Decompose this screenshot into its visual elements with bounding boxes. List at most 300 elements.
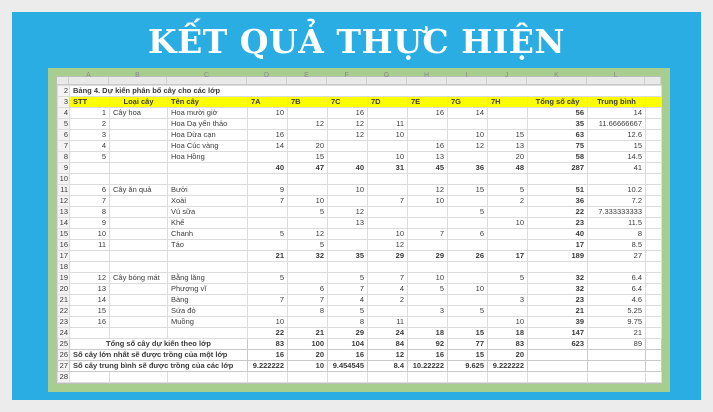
- ten-cay-cell: Bưởi: [168, 185, 248, 196]
- ten-cay-cell: Xoài: [168, 196, 248, 207]
- class-count-cell: 12: [288, 229, 328, 240]
- class-count-cell: 13: [408, 152, 448, 163]
- column-header: 7A: [248, 97, 288, 108]
- sheet-row-25: [58, 339, 662, 350]
- sheet-row-19: [58, 273, 662, 284]
- row-number: 23: [58, 317, 70, 328]
- class-count-cell: 12: [288, 119, 328, 130]
- class-count-cell: 12: [368, 240, 408, 251]
- class-count-cell: [368, 108, 408, 119]
- row-number: 18: [58, 262, 70, 273]
- tong-so-cay-cell: 623: [528, 339, 588, 350]
- row-number: 4: [58, 108, 70, 119]
- row-number: 9: [58, 163, 70, 174]
- row-number: 10: [58, 174, 70, 185]
- class-count-cell: 20: [488, 152, 528, 163]
- class-count-cell: 7: [248, 295, 288, 306]
- row-number: 28: [58, 372, 70, 383]
- column-header: 7B: [288, 97, 328, 108]
- class-count-cell: [448, 372, 488, 383]
- class-count-cell: 10: [408, 196, 448, 207]
- column-header: Trung bình: [588, 97, 646, 108]
- filler-cell: [646, 372, 662, 383]
- sheet-row-24: [58, 328, 662, 339]
- loai-cay-cell: [110, 306, 168, 317]
- loai-cay-cell: [110, 119, 168, 130]
- class-count-cell: 18: [488, 328, 528, 339]
- class-count-cell: 4: [328, 295, 368, 306]
- class-count-cell: [408, 317, 448, 328]
- loai-cay-cell: [110, 328, 168, 339]
- column-header: 7C: [328, 97, 368, 108]
- trung-binh-cell: 21: [588, 328, 646, 339]
- class-count-cell: 9: [248, 185, 288, 196]
- sheet-row-5: [58, 119, 662, 130]
- class-count-cell: 6: [448, 229, 488, 240]
- class-count-cell: 10: [488, 317, 528, 328]
- row-number: 3: [58, 97, 70, 108]
- class-count-cell: 14: [248, 141, 288, 152]
- trung-binh-cell: 11.66666667: [588, 119, 646, 130]
- filler-cell: [646, 152, 662, 163]
- trung-binh-cell: 5.25: [588, 306, 646, 317]
- class-count-cell: 12: [328, 207, 368, 218]
- column-letter: D: [247, 77, 287, 84]
- tong-so-cay-cell: 56: [528, 108, 588, 119]
- filler-cell: [646, 306, 662, 317]
- summary-label: Số cây lớn nhất sẽ được trồng của một lớp: [70, 350, 248, 361]
- class-count-cell: 4: [368, 284, 408, 295]
- class-count-cell: [248, 372, 288, 383]
- tong-so-cay-cell: 23: [528, 218, 588, 229]
- column-letter: H: [407, 77, 447, 84]
- class-count-cell: 47: [288, 163, 328, 174]
- class-count-cell: 21: [248, 251, 288, 262]
- class-count-cell: 10: [448, 284, 488, 295]
- class-count-cell: 10: [448, 130, 488, 141]
- trung-binh-cell: 8: [588, 229, 646, 240]
- row-number: 5: [58, 119, 70, 130]
- class-count-cell: [488, 240, 528, 251]
- class-count-cell: 16: [248, 350, 288, 361]
- row-number: 16: [58, 240, 70, 251]
- loai-cay-cell: [110, 130, 168, 141]
- class-count-cell: [328, 240, 368, 251]
- class-count-cell: 12: [368, 350, 408, 361]
- filler-cell: [646, 207, 662, 218]
- row-number: 19: [58, 273, 70, 284]
- class-count-cell: [488, 229, 528, 240]
- class-count-cell: 16: [328, 108, 368, 119]
- class-count-cell: [248, 306, 288, 317]
- row-number: 26: [58, 350, 70, 361]
- stt-cell: 14: [70, 295, 110, 306]
- class-count-cell: [368, 262, 408, 273]
- class-count-cell: [488, 306, 528, 317]
- trung-binh-cell: 9.75: [588, 317, 646, 328]
- class-count-cell: 7: [368, 196, 408, 207]
- class-count-cell: [288, 273, 328, 284]
- class-count-cell: 35: [328, 251, 368, 262]
- class-count-cell: [408, 218, 448, 229]
- class-count-cell: 10: [488, 218, 528, 229]
- loai-cay-cell: Cây hoa: [110, 108, 168, 119]
- column-letter: L: [587, 77, 645, 84]
- class-count-cell: 8.4: [368, 361, 408, 372]
- class-count-cell: 7: [288, 295, 328, 306]
- class-count-cell: [408, 240, 448, 251]
- stt-cell: 8: [70, 207, 110, 218]
- class-count-cell: [288, 174, 328, 185]
- class-count-cell: [368, 207, 408, 218]
- filler-cell: [646, 119, 662, 130]
- class-count-cell: 3: [408, 306, 448, 317]
- tong-so-cay-cell: 63: [528, 130, 588, 141]
- class-count-cell: 77: [448, 339, 488, 350]
- row-number: 14: [58, 218, 70, 229]
- class-count-cell: 15: [448, 350, 488, 361]
- tong-so-cay-cell: 189: [528, 251, 588, 262]
- class-count-cell: [328, 141, 368, 152]
- ten-cay-cell: Phượng vĩ: [168, 284, 248, 295]
- row-number: 24: [58, 328, 70, 339]
- column-header: Loại cây: [110, 97, 168, 108]
- class-count-cell: 31: [368, 163, 408, 174]
- spreadsheet-frame: [48, 68, 670, 392]
- class-count-cell: 21: [288, 328, 328, 339]
- ten-cay-cell: Chanh: [168, 229, 248, 240]
- class-count-cell: [488, 174, 528, 185]
- filler-cell: [646, 163, 662, 174]
- ten-cay-cell: Muồng: [168, 317, 248, 328]
- class-count-cell: 7: [328, 284, 368, 295]
- class-count-cell: 14: [448, 108, 488, 119]
- class-count-cell: [288, 372, 328, 383]
- class-count-cell: 9.222222: [248, 361, 288, 372]
- loai-cay-cell: [110, 174, 168, 185]
- class-count-cell: 8: [288, 306, 328, 317]
- class-count-cell: [368, 372, 408, 383]
- ten-cay-cell: [168, 174, 248, 185]
- filler-cell: [646, 196, 662, 207]
- column-letter: E: [287, 77, 327, 84]
- row-number: 2: [58, 86, 70, 97]
- class-count-cell: [248, 284, 288, 295]
- class-count-cell: [248, 240, 288, 251]
- spreadsheet-screenshot: [56, 72, 662, 384]
- class-count-cell: 20: [488, 350, 528, 361]
- stt-cell: [70, 174, 110, 185]
- loai-cay-cell: [110, 141, 168, 152]
- class-count-cell: [448, 152, 488, 163]
- stt-cell: 15: [70, 306, 110, 317]
- filler-cell: [646, 240, 662, 251]
- ten-cay-cell: Sứa đỏ: [168, 306, 248, 317]
- class-count-cell: [448, 240, 488, 251]
- class-count-cell: [248, 262, 288, 273]
- class-count-cell: [368, 174, 408, 185]
- class-count-cell: 10: [368, 152, 408, 163]
- ten-cay-cell: [168, 328, 248, 339]
- class-count-cell: 7: [248, 196, 288, 207]
- class-count-cell: 20: [288, 350, 328, 361]
- class-count-cell: 36: [448, 163, 488, 174]
- loai-cay-cell: [110, 317, 168, 328]
- sheet-body: [58, 86, 662, 383]
- class-count-cell: 5: [488, 185, 528, 196]
- class-count-cell: [368, 185, 408, 196]
- header-row: [58, 97, 662, 108]
- sheet-row-15: [58, 229, 662, 240]
- class-count-cell: [248, 218, 288, 229]
- class-count-cell: [288, 185, 328, 196]
- loai-cay-cell: [110, 262, 168, 273]
- class-count-cell: [248, 207, 288, 218]
- tong-so-cay-cell: 23: [528, 295, 588, 306]
- loai-cay-cell: [110, 196, 168, 207]
- sheet-row-16: [58, 240, 662, 251]
- filler-cell: [646, 218, 662, 229]
- filler-cell: [646, 339, 662, 350]
- slide-title: KẾT QUẢ THỰC HIỆN: [147, 22, 566, 61]
- tong-so-cay-cell: [528, 361, 588, 372]
- class-count-cell: [368, 306, 408, 317]
- class-count-cell: [448, 196, 488, 207]
- column-letter: J: [487, 77, 527, 84]
- class-count-cell: 3: [488, 295, 528, 306]
- filler-cell: [646, 295, 662, 306]
- class-count-cell: 20: [288, 141, 328, 152]
- trung-binh-cell: 10.2: [588, 185, 646, 196]
- class-count-cell: 5: [288, 207, 328, 218]
- row-number: 22: [58, 306, 70, 317]
- class-count-cell: [248, 152, 288, 163]
- tong-so-cay-cell: 40: [528, 229, 588, 240]
- tong-so-cay-cell: [528, 262, 588, 273]
- stt-cell: [70, 251, 110, 262]
- filler-cell: [646, 262, 662, 273]
- trung-binh-cell: 11.5: [588, 218, 646, 229]
- column-letter: A: [69, 77, 109, 84]
- column-letter: F: [327, 77, 367, 84]
- class-count-cell: 15: [448, 328, 488, 339]
- column-letter: K: [527, 77, 587, 84]
- column-header: [646, 97, 662, 108]
- class-count-cell: 15: [288, 152, 328, 163]
- class-count-cell: [248, 119, 288, 130]
- class-count-cell: [328, 262, 368, 273]
- class-count-cell: [448, 317, 488, 328]
- row-number: 12: [58, 196, 70, 207]
- tong-so-cay-cell: 32: [528, 273, 588, 284]
- trung-binh-cell: 4.6: [588, 295, 646, 306]
- class-count-cell: 12: [328, 119, 368, 130]
- class-count-cell: [288, 262, 328, 273]
- class-count-cell: 12: [328, 130, 368, 141]
- sheet-row-18: [58, 262, 662, 273]
- class-count-cell: 16: [408, 350, 448, 361]
- tong-so-cay-cell: 17: [528, 240, 588, 251]
- sheet-row-14: [58, 218, 662, 229]
- class-count-cell: [328, 372, 368, 383]
- summary-label: Số cây trung bình sẽ được trồng của các lớp: [70, 361, 248, 372]
- ten-cay-cell: Bàng: [168, 295, 248, 306]
- ten-cay-cell: [168, 372, 248, 383]
- ten-cay-cell: [168, 163, 248, 174]
- stt-cell: [70, 372, 110, 383]
- class-count-cell: 16: [408, 141, 448, 152]
- class-count-cell: [368, 141, 408, 152]
- row-number: 20: [58, 284, 70, 295]
- sheet-row-8: [58, 152, 662, 163]
- column-header: 7D: [368, 97, 408, 108]
- loai-cay-cell: [110, 218, 168, 229]
- trung-binh-cell: 27: [588, 251, 646, 262]
- class-count-cell: 16: [328, 350, 368, 361]
- sheet-row-22: [58, 306, 662, 317]
- class-count-cell: [288, 108, 328, 119]
- class-count-cell: [488, 108, 528, 119]
- class-count-cell: 17: [488, 251, 528, 262]
- class-count-cell: 26: [448, 251, 488, 262]
- class-count-cell: 9.222222: [488, 361, 528, 372]
- class-count-cell: [288, 317, 328, 328]
- class-count-cell: 5: [328, 273, 368, 284]
- class-count-cell: [448, 174, 488, 185]
- ten-cay-cell: Vú sữa: [168, 207, 248, 218]
- class-count-cell: [488, 119, 528, 130]
- trung-binh-cell: 7.333333333: [588, 207, 646, 218]
- class-count-cell: 9.454545: [328, 361, 368, 372]
- tong-so-cay-cell: 22: [528, 207, 588, 218]
- class-count-cell: 9.625: [448, 361, 488, 372]
- trung-binh-cell: [588, 262, 646, 273]
- class-count-cell: 5: [448, 306, 488, 317]
- row-number: 15: [58, 229, 70, 240]
- loai-cay-cell: [110, 152, 168, 163]
- ten-cay-cell: [168, 262, 248, 273]
- stt-cell: 10: [70, 229, 110, 240]
- trung-binh-cell: 6.4: [588, 273, 646, 284]
- trung-binh-cell: [588, 361, 646, 372]
- class-count-cell: 48: [488, 163, 528, 174]
- class-count-cell: 10: [288, 196, 328, 207]
- trung-binh-cell: 14.5: [588, 152, 646, 163]
- tong-so-cay-cell: [528, 174, 588, 185]
- class-count-cell: 5: [448, 207, 488, 218]
- sheet-row-6: [58, 130, 662, 141]
- filler-cell: [646, 130, 662, 141]
- filler-cell: [646, 350, 662, 361]
- tong-so-cay-cell: 147: [528, 328, 588, 339]
- class-count-cell: [448, 295, 488, 306]
- sheet-row-27: [58, 361, 662, 372]
- column-header: Tên cây: [168, 97, 248, 108]
- column-header: STT: [70, 97, 110, 108]
- sheet-row-12: [58, 196, 662, 207]
- class-count-cell: 2: [488, 196, 528, 207]
- class-count-cell: [448, 262, 488, 273]
- sheet-corner: [57, 77, 69, 84]
- ten-cay-cell: Hoa Hồng: [168, 152, 248, 163]
- stt-cell: 9: [70, 218, 110, 229]
- class-count-cell: [448, 119, 488, 130]
- sheet-row-4: [58, 108, 662, 119]
- ten-cay-cell: Táo: [168, 240, 248, 251]
- ten-cay-cell: [168, 251, 248, 262]
- stt-cell: 6: [70, 185, 110, 196]
- class-count-cell: 11: [368, 317, 408, 328]
- sheet-row-21: [58, 295, 662, 306]
- stt-cell: 1: [70, 108, 110, 119]
- class-count-cell: 92: [408, 339, 448, 350]
- caption-row: [58, 86, 662, 97]
- row-number: 6: [58, 130, 70, 141]
- tong-so-cay-cell: 36: [528, 196, 588, 207]
- tong-so-cay-cell: 287: [528, 163, 588, 174]
- class-count-cell: 22: [248, 328, 288, 339]
- class-count-cell: [408, 174, 448, 185]
- class-count-cell: [488, 284, 528, 295]
- sheet-row-28: [58, 372, 662, 383]
- tong-so-cay-cell: 32: [528, 284, 588, 295]
- table-caption: Bảng 4. Dự kiến phân bổ cây cho các lớp: [70, 86, 662, 97]
- class-count-cell: 10: [408, 273, 448, 284]
- stt-cell: 16: [70, 317, 110, 328]
- stt-cell: 7: [70, 196, 110, 207]
- class-count-cell: 24: [368, 328, 408, 339]
- stt-cell: [70, 163, 110, 174]
- class-count-cell: 10: [368, 130, 408, 141]
- column-header: 7G: [448, 97, 488, 108]
- tong-so-cay-cell: 21: [528, 306, 588, 317]
- filler-cell: [646, 273, 662, 284]
- sheet-row-26: [58, 350, 662, 361]
- class-count-cell: 29: [368, 251, 408, 262]
- summary-label: Tổng số cây dự kiến theo lớp: [70, 339, 248, 350]
- column-letter: B: [109, 77, 167, 84]
- class-count-cell: 7: [368, 273, 408, 284]
- tong-so-cay-cell: 58: [528, 152, 588, 163]
- row-number: 7: [58, 141, 70, 152]
- class-count-cell: 5: [328, 306, 368, 317]
- row-number: 27: [58, 361, 70, 372]
- sheet-row-11: [58, 185, 662, 196]
- row-number: 8: [58, 152, 70, 163]
- class-count-cell: [368, 218, 408, 229]
- filler-cell: [646, 328, 662, 339]
- stt-cell: 4: [70, 141, 110, 152]
- loai-cay-cell: [110, 251, 168, 262]
- trung-binh-cell: 41: [588, 163, 646, 174]
- column-letter: C: [167, 77, 247, 84]
- class-count-cell: [408, 295, 448, 306]
- trung-binh-cell: 15: [588, 141, 646, 152]
- class-count-cell: [328, 229, 368, 240]
- class-count-cell: 10: [368, 229, 408, 240]
- filler-cell: [646, 229, 662, 240]
- presentation-slide: [12, 12, 701, 400]
- tong-so-cay-cell: 39: [528, 317, 588, 328]
- class-count-cell: 12: [408, 185, 448, 196]
- trung-binh-cell: [588, 372, 646, 383]
- sheet-row-17: [58, 251, 662, 262]
- loai-cay-cell: [110, 284, 168, 295]
- tong-so-cay-cell: 75: [528, 141, 588, 152]
- stt-cell: [70, 262, 110, 273]
- class-count-cell: [448, 273, 488, 284]
- loai-cay-cell: [110, 295, 168, 306]
